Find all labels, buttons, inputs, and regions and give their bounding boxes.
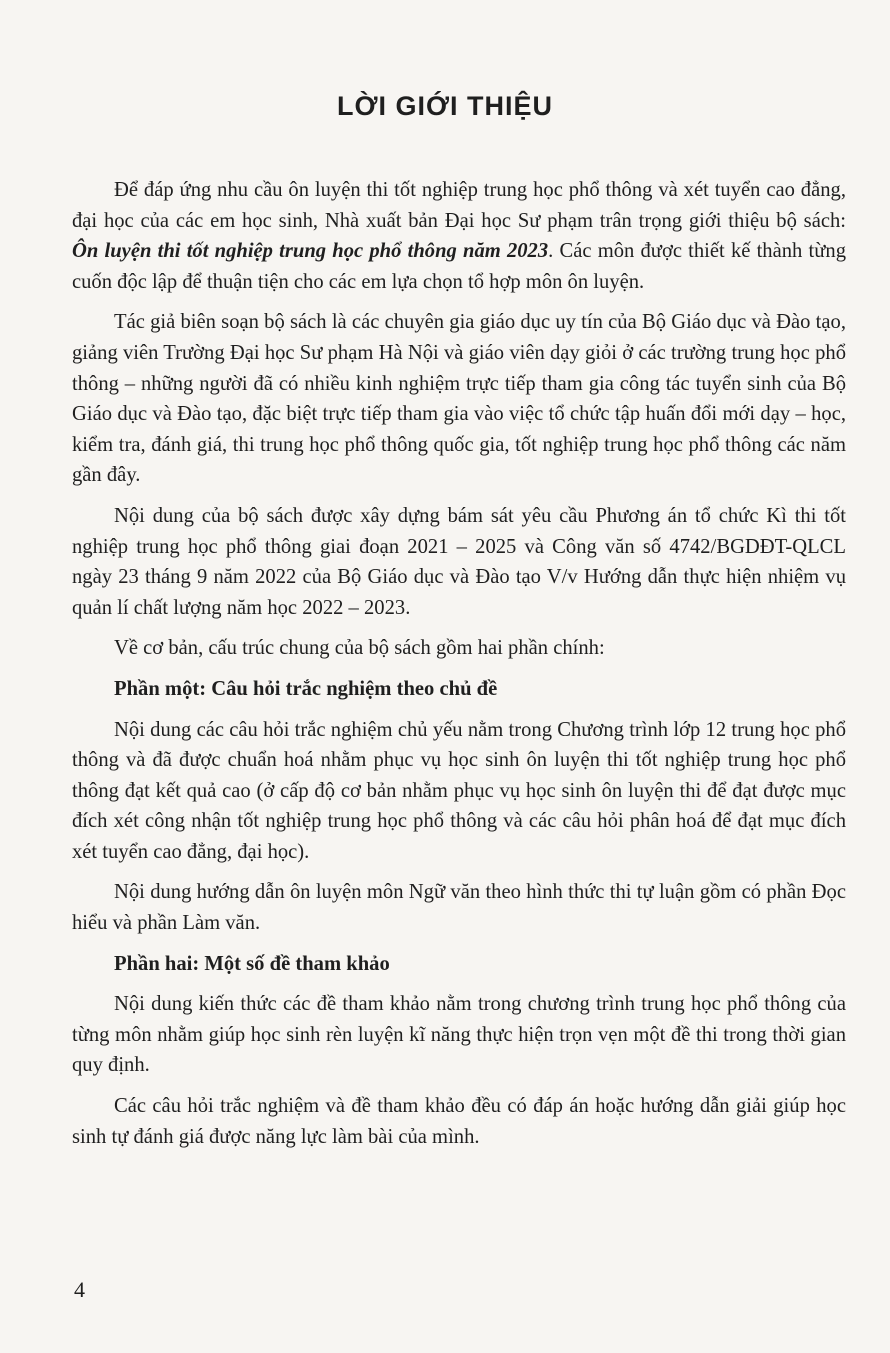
page-body: [72, 175, 846, 1162]
paragraph-content-basis: Nội dung của bộ sách được xây dựng bám sát yêu cầu Phương án tổ chức Kì thi tốt nghiệp trung học phổ thông giai đoạn 2021 – 2025 và Công văn số 4742/BGDĐT-QLCL ngày 23 tháng 9 năm 2022 của Bộ Giáo dục và Đào tạo V/v Hướng dẫn thực hiện nhiệm vụ quản lí chất lượng năm học 2022 – 2023.: [72, 504, 846, 619]
paragraph-structure: Về cơ bản, cấu trúc chung của bộ sách gồm hai phần chính:: [114, 637, 605, 660]
paragraph-intro-text-end: . Các môn được thiết kế thành từng cuốn độc lập để thuận tiện cho các em lựa chọn tổ hợp môn ôn luyện.: [72, 240, 846, 293]
page-number: 4: [74, 1277, 85, 1302]
paragraph-part-one-content: Nội dung các câu hỏi trắc nghiệm chủ yếu nằm trong Chương trình lớp 12 trung học phổ thông và đã được chuẩn hoá nhằm phục vụ học sinh ôn luyện thi tốt nghiệp trung học phổ thông đạt kết quả cao (ở cấp độ cơ bản nhằm phục vụ học sinh ôn luyện thi để đạt được mục đích xét công nhận tốt nghiệp trung học phổ thông và các câu hỏi phân hoá để đạt mục đích xét tuyển cao đẳng, đại học).: [72, 718, 846, 863]
paragraph-part-two-content: Nội dung kiến thức các đề tham khảo nằm trong chương trình trung học phổ thông của từng môn nhằm giúp học sinh rèn luyện kĩ năng thực hiện trọn vẹn một đề thi trong thời gian quy định.: [72, 993, 846, 1077]
section-heading-part-two: Phần hai: Một số đề tham khảo: [114, 952, 390, 975]
paragraph-authors: Tác giả biên soạn bộ sách là các chuyên gia giáo dục uy tín của Bộ Giáo dục và Đào tạo, giảng viên Trường Đại học Sư phạm Hà Nội và giáo viên dạy giỏi ở các trường trung học phổ thông – những người đã có nhiều kinh nghiệm trực tiếp tham gia công tác tuyển sinh của Bộ Giáo dục và Đào tạo, đặc biệt trực tiếp tham gia vào việc tổ chức tập huấn đổi mới dạy – học, kiểm tra, đánh giá, thi trung học phổ thông quốc gia, tốt nghiệp trung học phổ thông các năm gần đây.: [72, 311, 846, 487]
section-heading-part-one: Phần một: Câu hỏi trắc nghiệm theo chủ đề: [114, 677, 498, 700]
paragraph-answers: Các câu hỏi trắc nghiệm và đề tham khảo đều có đáp án hoặc hướng dẫn giải giúp học sinh tự đánh giá được năng lực làm bài của mình.: [72, 1095, 846, 1148]
paragraph-intro: [72, 175, 846, 297]
book-series-title: Ôn luyện thi tốt nghiệp trung học phổ thông năm 2023: [72, 240, 549, 263]
paragraph-literature-guide: Nội dung hướng dẫn ôn luyện môn Ngữ văn theo hình thức thi tự luận gồm có phần Đọc hiểu và phần Làm văn.: [72, 881, 846, 935]
page-title: LỜI GIỚI THIỆU: [336, 91, 554, 121]
paragraph-intro-text-start: Để đáp ứng nhu cầu ôn luyện thi tốt nghiệp trung học phổ thông và xét tuyển cao đẳng, đại học của các em học sinh, Nhà xuất bản Đại học Sư phạm trân trọng giới thiệu bộ sách:: [72, 179, 846, 232]
